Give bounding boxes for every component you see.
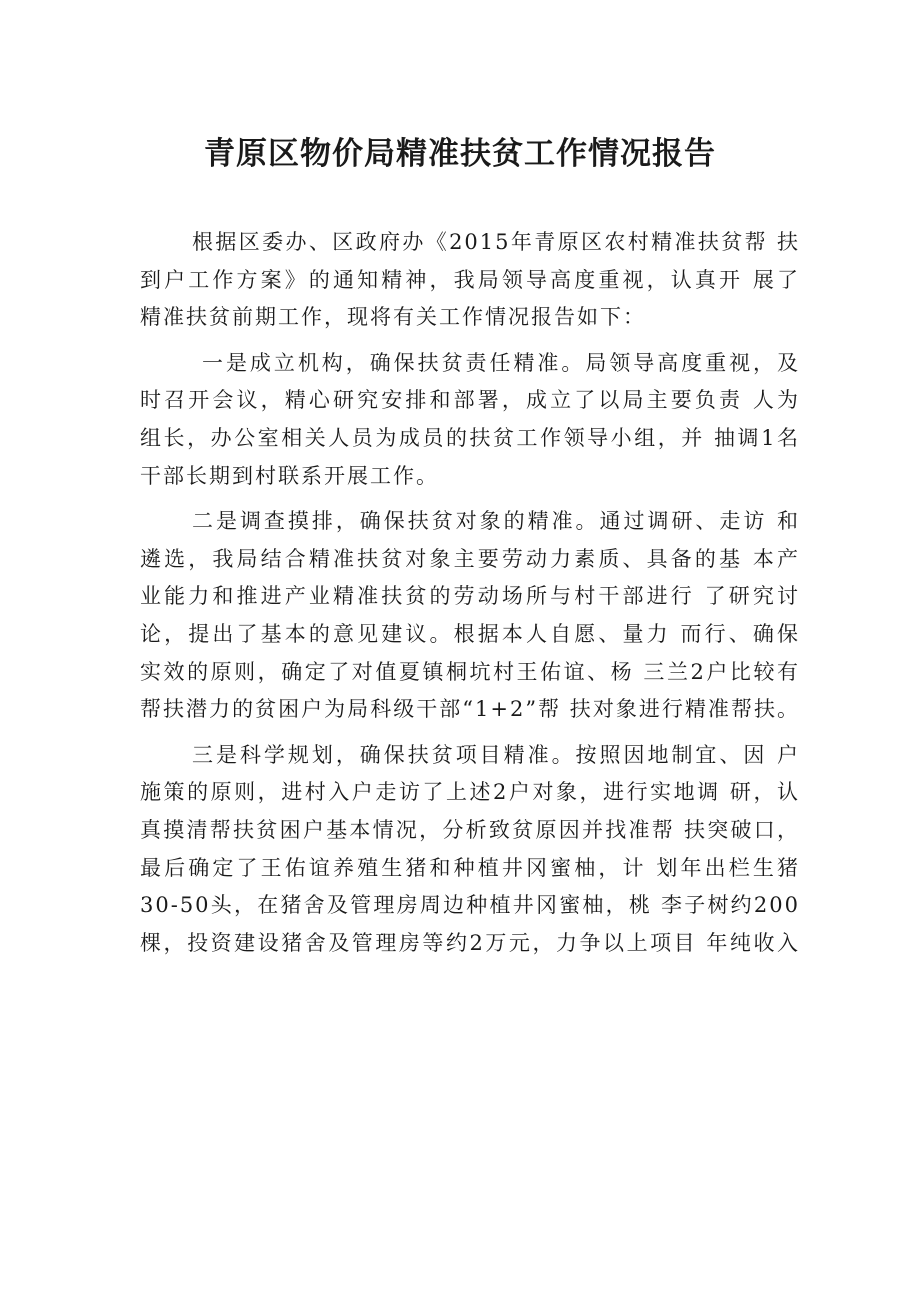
text-line: 三是科学规划，确保扶贫项目精准。按照因地制宜、因 户	[192, 742, 800, 767]
text-line: 到户工作方案》的通知精神，我局领导高度重视，认真开 展了	[140, 267, 800, 292]
text-line: 根据区委办、区政府办《2015年青原区农村精准扶贫帮 扶	[192, 230, 800, 254]
text-line: 精准扶贫前期工作，现将有关工作情况报告如下：	[140, 305, 646, 330]
document-body	[140, 224, 800, 970]
text-line: 组长，办公室相关人员为成员的扶贫工作领导小组，并 抽调1名	[140, 425, 800, 450]
text-line: 棵，投资建设猪舍及管理房等约2万元，力争以上项目 年纯收入	[140, 930, 800, 955]
paragraph-intro	[140, 224, 800, 337]
text-line: 帮扶潜力的贫困户为局科级干部“1+2”帮 扶对象进行精准帮扶。	[140, 697, 800, 722]
paragraph-survey	[140, 503, 800, 729]
text-line: 真摸清帮扶贫困户基本情况，分析致贫原因并找准帮 扶突破口，	[140, 817, 800, 842]
text-line: 最后确定了王佑谊养殖生猪和种植井冈蜜柚，计 划年出栏生猪	[140, 855, 800, 880]
text-line: 施策的原则，进村入户走访了上述2户对象，进行实地调 研，认	[140, 780, 800, 805]
paragraph-organization	[140, 345, 800, 495]
text-line: 业能力和推进产业精准扶贫的劳动场所与村干部进行 了研究讨	[140, 584, 800, 609]
document-title: 青原区物价局精准扶贫工作情况报告	[204, 136, 716, 172]
text-line: 二是调查摸排，确保扶贫对象的精准。通过调研、走访 和	[192, 509, 800, 534]
text-line: 实效的原则，确定了对值夏镇桐坑村王佑谊、杨 三兰2户比较有	[140, 659, 800, 684]
text-line: 一是成立机构，确保扶贫责任精准。局领导高度重视，及	[202, 350, 800, 375]
paragraph-planning	[140, 737, 800, 963]
text-line: 论，提出了基本的意见建议。根据本人自愿、量力 而行、确保	[140, 621, 800, 646]
text-line: 时召开会议，精心研究安排和部署，成立了以局主要负责 人为	[140, 388, 800, 413]
text-line: 干部长期到村联系开展工作。	[140, 463, 439, 488]
text-line: 30-50头，在猪舍及管理房周边种植井冈蜜柚，桃 李子树约200	[140, 893, 800, 918]
text-line: 遴选，我局结合精准扶贫对象主要劳动力素质、具备的基 本产	[140, 546, 800, 571]
